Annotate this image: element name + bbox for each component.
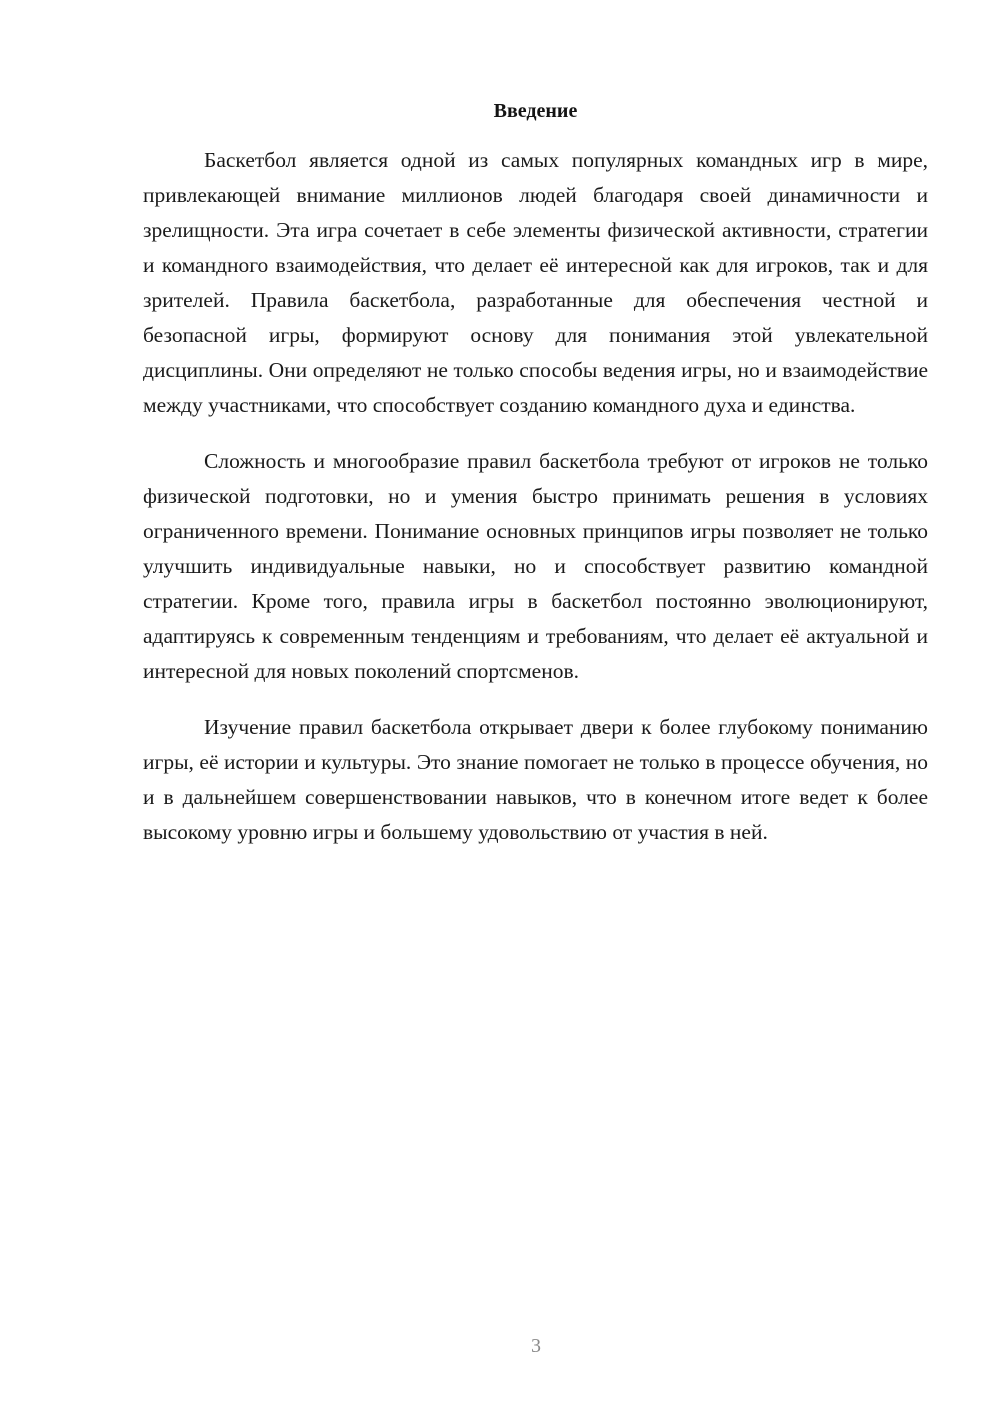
paragraph-1: Баскетбол является одной из самых популярных командных игр в мире, привлекающей внимание миллионов людей благодаря своей динамичности и зрелищности. Эта игра сочетает в себе элементы физической активности, стратегии и командного взаимодействия, что делает её интересной как для игроков, так и для зрителей. Правила баскетбола, разработанные для обеспечения честной и безопасной игры, формируют основу для понимания этой увлекательной дисциплины. Они определяют не только способы ведения игры, но и взаимодействие между участниками, что способствует созданию командного духа и единства.	[143, 148, 928, 417]
paragraph-3: Изучение правил баскетбола открывает двери к более глубокому пониманию игры, её истории и культуры. Это знание помогает не только в процессе обучения, но и в дальнейшем совершенствовании навыков, что в конечном итоге ведет к более высокому уровню игры и большему удовольствию от участия в ней.	[143, 715, 928, 844]
body-text	[143, 143, 928, 871]
page-number: 3	[531, 1335, 541, 1357]
paragraph-2: Сложность и многообразие правил баскетбола требуют от игроков не только физической подготовки, но и умения быстро принимать решения в условиях ограниченного времени. Понимание основных принципов игры позволяет не только улучшить индивидуальные навыки, но и способствует развитию командной стратегии. Кроме того, правила игры в баскетбол постоянно эволюционируют, адаптируясь к современным тенденциям и требованиям, что делает её актуальной и интересной для новых поколений спортсменов.	[143, 449, 928, 683]
page-title: Введение	[493, 100, 578, 122]
